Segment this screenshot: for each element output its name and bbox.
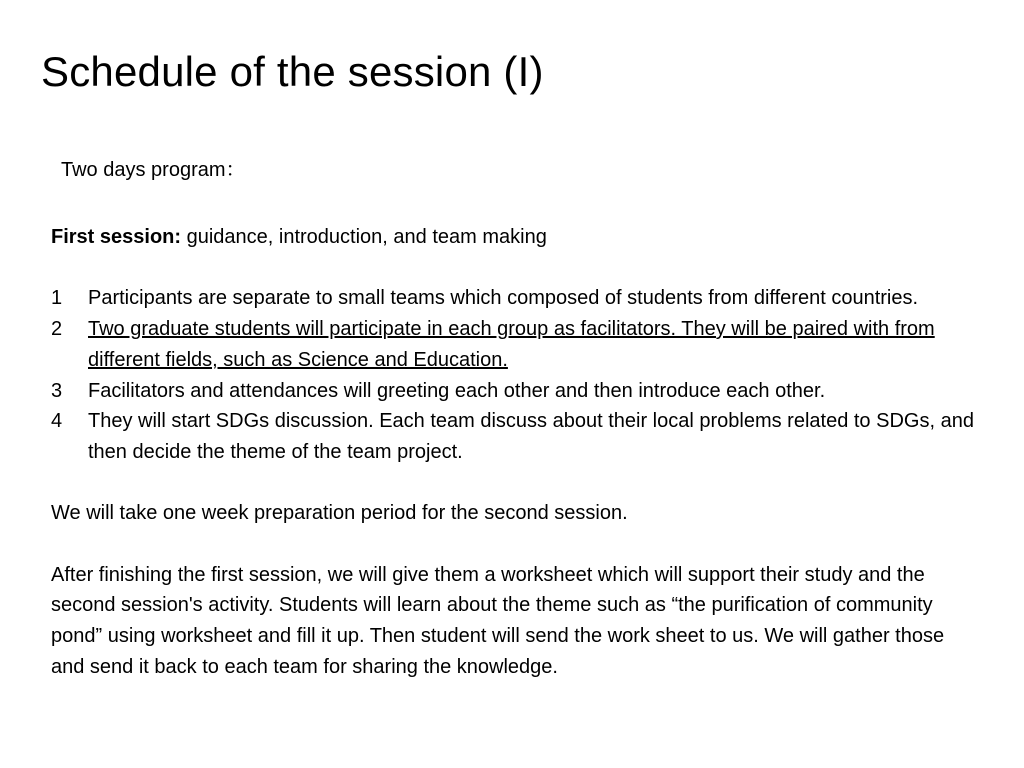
step-number: 1 [51, 287, 63, 310]
preparation-note: We will take one week preparation period for the second session. [51, 502, 628, 525]
session-steps-list [51, 283, 991, 467]
list-item [51, 314, 988, 375]
list-item [51, 283, 988, 314]
step-number: 4 [51, 410, 63, 433]
list-item [51, 406, 988, 467]
step-text: Two graduate students will participate in each group as facilitators. They will be paired with from different fields, such as Science and Education. [88, 318, 935, 371]
step-text: They will start SDGs discussion. Each team discuss about their local problems related to SDGs, and then decide the theme of the team project. [88, 410, 974, 463]
step-text: Facilitators and attendances will greeting each other and then introduce each other. [88, 379, 826, 402]
step-number: 3 [51, 379, 63, 402]
first-session-description: guidance, introduction, and team making [181, 226, 547, 248]
spacer [51, 529, 991, 560]
list-item [51, 376, 988, 407]
step-text: Participants are separate to small teams which composed of students from different countries. [88, 287, 919, 310]
slide-title: Schedule of the session (I) [41, 48, 544, 95]
closing-paragraph: After finishing the first session, we will give them a worksheet which will support their study and the second session's activity. Students will learn about the theme such as “the purification of community pond” using worksheet and fill it up. Then student will send the work sheet to us. We will gather those and send it back to each team for sharing the knowledge. [51, 563, 945, 678]
spacer [51, 253, 991, 284]
first-session-label: First session: [51, 226, 182, 248]
program-subtitle: Two days program： [61, 159, 246, 181]
spacer [51, 468, 991, 499]
first-session-heading [51, 222, 991, 253]
step-number: 2 [51, 318, 63, 341]
slide-body [51, 222, 991, 683]
